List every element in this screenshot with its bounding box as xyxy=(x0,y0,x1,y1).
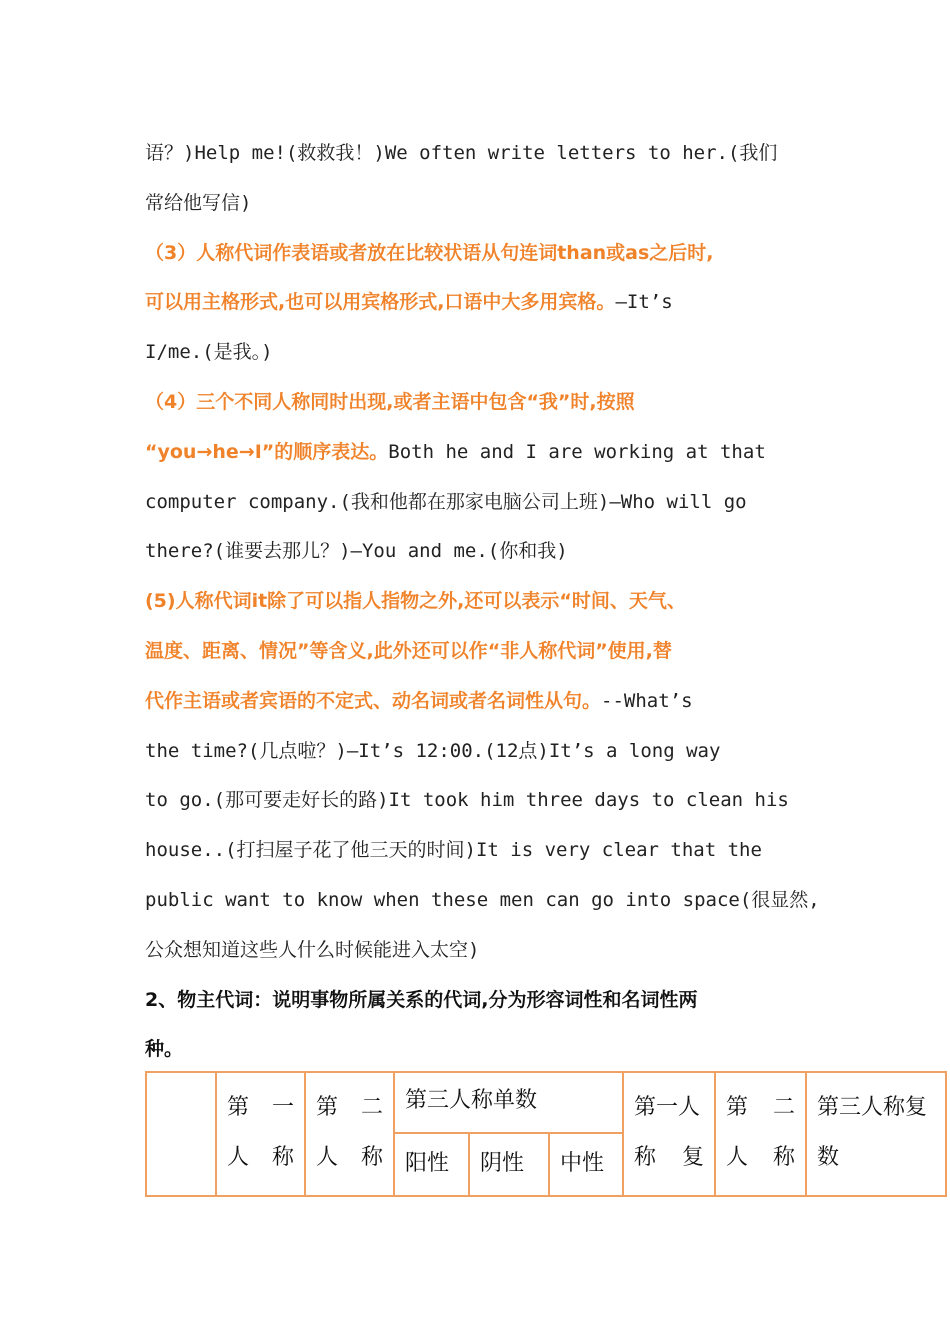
text-line xyxy=(145,885,820,915)
text-segment: Both he and I are working at that xyxy=(388,440,766,463)
text-line xyxy=(145,736,720,766)
text-segment: 公众想知道这些人什么时候能进入太空) xyxy=(145,938,480,961)
text-line xyxy=(145,138,777,168)
text-segment: (5)人称代词it除了可以指人指物之外,还可以表示“时间、天气、 xyxy=(145,590,686,613)
text-segment: public want to know when these men can go into space(很显然, xyxy=(145,889,820,911)
header-third-person-singular: 第三人称单数 xyxy=(394,1072,623,1133)
text-line xyxy=(145,188,251,218)
text-line xyxy=(145,636,672,666)
text-line xyxy=(145,1034,183,1064)
text-segment: the time?(几点啦？)–It’s 12:00.(12点)It’s a long way xyxy=(145,739,721,762)
subheader-feminine: 阴性 xyxy=(469,1133,549,1196)
text-line xyxy=(145,387,635,417)
text-segment: there?(谁要去那儿？)–You and me.(你和我) xyxy=(145,540,568,563)
text-segment: “you→he→I”的顺序表达。 xyxy=(145,440,389,463)
text-line xyxy=(145,536,568,566)
text-segment: 可以用主格形式,也可以用宾格形式,口语中大多用宾格。 xyxy=(145,291,616,314)
text-segment: 温度、距离、情况”等含义,此外还可以作“非人称代词”使用,替 xyxy=(145,640,672,662)
table-corner-cell xyxy=(146,1072,216,1196)
text-segment: house..(打扫屋子花了他三天的时间)It is very clear that the xyxy=(145,839,762,862)
text-segment: --What’s xyxy=(601,689,693,712)
header-second-person-plural: 第 二 人 称 xyxy=(715,1072,806,1196)
text-line xyxy=(145,238,714,268)
text-line xyxy=(145,437,766,467)
text-segment: computer company.(我和他都在那家电脑公司上班)–Who will go xyxy=(145,490,747,513)
text-line xyxy=(145,586,686,616)
text-segment: （4）三个不同人称同时出现,或者主语中包含“我”时,按照 xyxy=(145,391,635,413)
subheader-masculine: 阳性 xyxy=(394,1133,469,1196)
text-line xyxy=(145,785,789,815)
text-line xyxy=(145,835,762,865)
text-line xyxy=(145,337,273,367)
header-first-person-plural: 第一人 称 复 xyxy=(623,1072,715,1196)
text-segment: 常给他写信) xyxy=(145,191,252,214)
subheader-neuter: 中性 xyxy=(549,1133,623,1196)
header-third-person-plural: 第三人称复 数 xyxy=(806,1072,946,1196)
text-segment: 2、物主代词：说明事物所属关系的代词,分为形容词性和名词性两 xyxy=(145,988,698,1011)
header-first-person: 第 一 人 称 xyxy=(216,1072,305,1196)
header-second-person: 第 二 人 称 xyxy=(305,1072,394,1196)
text-segment: –It’s xyxy=(615,291,673,314)
text-segment: I/me.(是我。) xyxy=(145,341,273,364)
text-segment: （3）人称代词作表语或者放在比较状语从句连词than或as之后时, xyxy=(145,241,714,264)
possessive-pronoun-table xyxy=(145,1071,947,1197)
text-line xyxy=(145,287,673,317)
text-segment: 代作主语或者宾语的不定式、动名词或者名词性从句。 xyxy=(145,689,602,712)
text-segment: to go.(那可要走好长的路)It took him three days to clean his xyxy=(145,789,789,812)
text-line xyxy=(145,985,697,1015)
text-line xyxy=(145,686,693,716)
text-segment: 种。 xyxy=(145,1038,184,1061)
text-segment: 语？)Help me!(救救我！)We often write letters to her.(我们 xyxy=(145,142,778,164)
text-line xyxy=(145,487,747,517)
text-line xyxy=(145,935,479,965)
